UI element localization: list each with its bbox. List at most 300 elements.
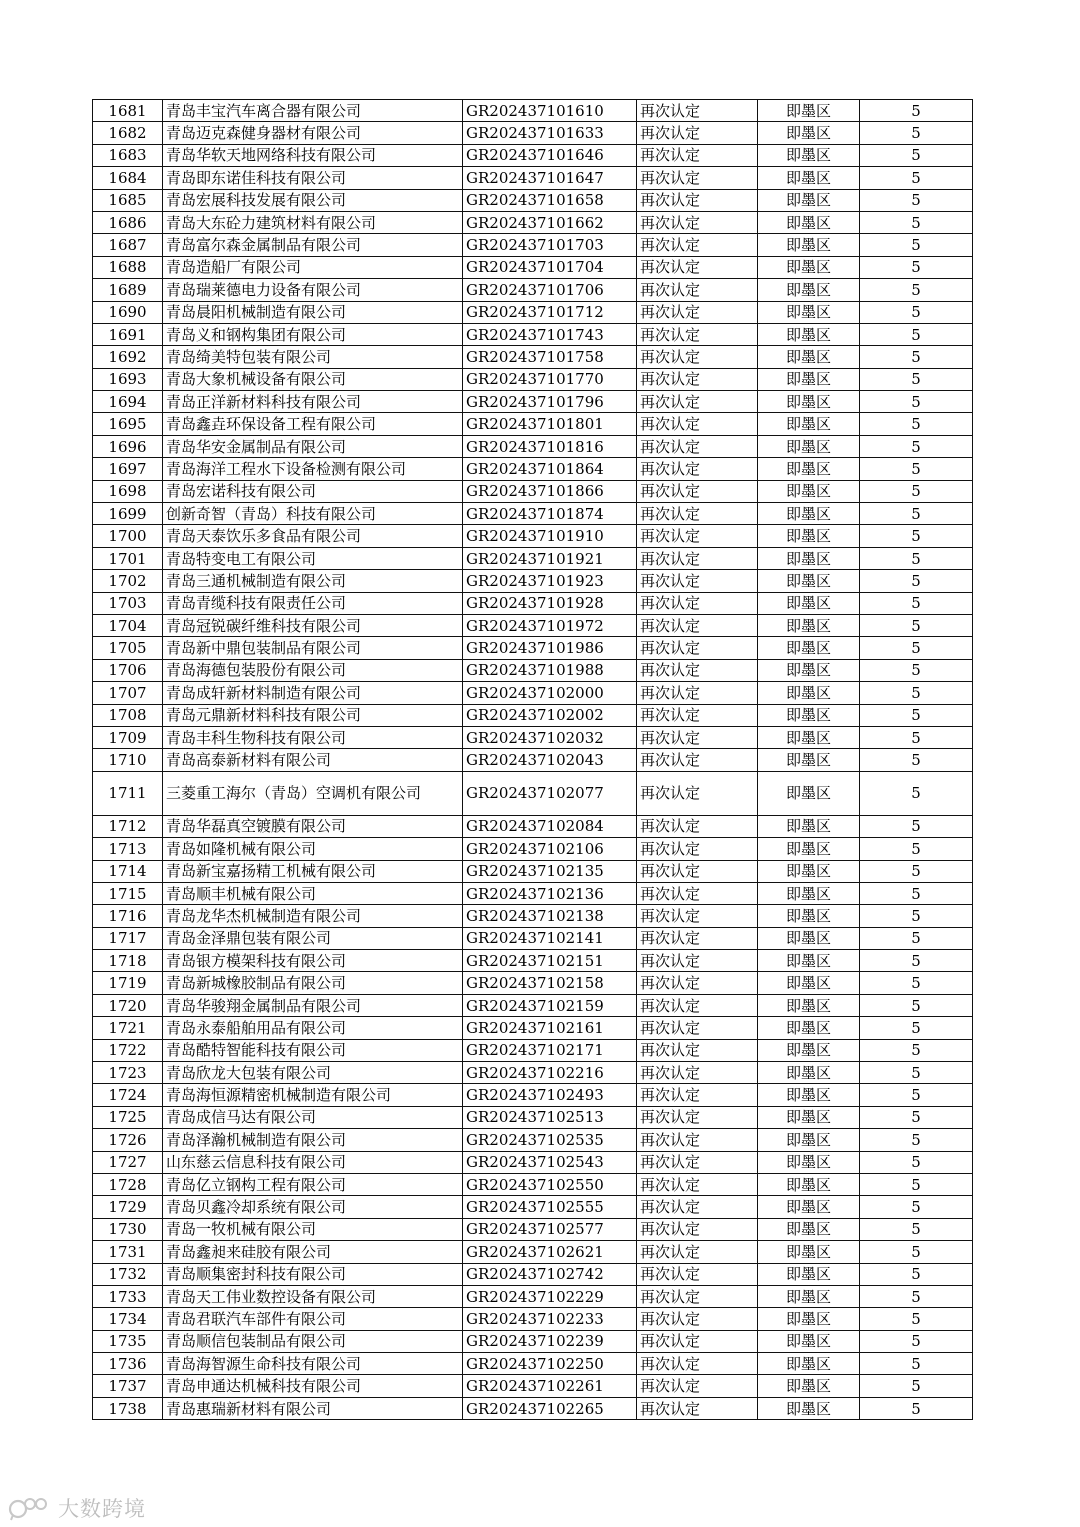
company-name-cell: 青岛酷特智能科技有限公司: [163, 1039, 463, 1061]
company-name-cell: 青岛绮美特包装有限公司: [163, 346, 463, 368]
district-cell: 即墨区: [758, 323, 860, 345]
row-number-cell: 1692: [93, 346, 163, 368]
watermark-logo-icon: [8, 1495, 52, 1521]
table-row: [93, 100, 973, 122]
company-name-cell: 青岛瑞莱德电力设备有限公司: [163, 279, 463, 301]
district-cell: 即墨区: [758, 637, 860, 659]
district-cell: 即墨区: [758, 860, 860, 882]
certification-type-cell: 再次认定: [637, 301, 758, 323]
row-number-cell: 1694: [93, 391, 163, 413]
certification-type-cell: 再次认定: [637, 122, 758, 144]
district-cell: 即墨区: [758, 525, 860, 547]
table-row: [93, 547, 973, 569]
table-row: [93, 368, 973, 390]
validity-years-cell: 5: [860, 391, 973, 413]
certification-type-cell: 再次认定: [637, 704, 758, 726]
validity-years-cell: 5: [860, 592, 973, 614]
district-cell: 即墨区: [758, 682, 860, 704]
district-cell: 即墨区: [758, 1017, 860, 1039]
certification-type-cell: 再次认定: [637, 480, 758, 502]
validity-years-cell: 5: [860, 1285, 973, 1307]
validity-years-cell: 5: [860, 1151, 973, 1173]
table-row: [93, 1084, 973, 1106]
validity-years-cell: 5: [860, 972, 973, 994]
certificate-number-cell: GR202437101662: [463, 211, 637, 233]
row-number-cell: 1693: [93, 368, 163, 390]
certification-type-cell: 再次认定: [637, 749, 758, 771]
validity-years-cell: 5: [860, 637, 973, 659]
certification-type-cell: 再次认定: [637, 100, 758, 122]
row-number-cell: 1716: [93, 905, 163, 927]
watermark-text: 大数跨境: [58, 1497, 146, 1521]
certificate-number-cell: GR202437101633: [463, 122, 637, 144]
certification-type-cell: 再次认定: [637, 279, 758, 301]
company-name-cell: 青岛顺信包装制品有限公司: [163, 1330, 463, 1352]
district-cell: 即墨区: [758, 1173, 860, 1195]
row-number-cell: 1711: [93, 771, 163, 815]
company-name-cell: 创新奇智（青岛）科技有限公司: [163, 503, 463, 525]
district-cell: 即墨区: [758, 815, 860, 837]
certification-type-cell: 再次认定: [637, 994, 758, 1016]
district-cell: 即墨区: [758, 346, 860, 368]
row-number-cell: 1730: [93, 1218, 163, 1240]
validity-years-cell: 5: [860, 950, 973, 972]
table-row: [93, 525, 973, 547]
table-row: [93, 211, 973, 233]
table-row: [93, 882, 973, 904]
validity-years-cell: 5: [860, 570, 973, 592]
certificate-number-cell: GR202437102161: [463, 1017, 637, 1039]
certification-type-cell: 再次认定: [637, 167, 758, 189]
company-name-cell: 青岛高泰新材料有限公司: [163, 749, 463, 771]
certificate-number-cell: GR202437102216: [463, 1062, 637, 1084]
district-cell: 即墨区: [758, 234, 860, 256]
certificate-number-cell: GR202437101712: [463, 301, 637, 323]
company-name-cell: 青岛丰科生物科技有限公司: [163, 726, 463, 748]
table-row: [93, 1375, 973, 1397]
district-cell: 即墨区: [758, 749, 860, 771]
row-number-cell: 1701: [93, 547, 163, 569]
district-cell: 即墨区: [758, 1263, 860, 1285]
district-cell: 即墨区: [758, 1330, 860, 1352]
row-number-cell: 1690: [93, 301, 163, 323]
validity-years-cell: 5: [860, 682, 973, 704]
district-cell: 即墨区: [758, 1129, 860, 1151]
district-cell: 即墨区: [758, 1084, 860, 1106]
district-cell: 即墨区: [758, 122, 860, 144]
company-name-cell: 青岛特变电工有限公司: [163, 547, 463, 569]
certificate-number-cell: GR202437102550: [463, 1173, 637, 1195]
validity-years-cell: 5: [860, 122, 973, 144]
company-name-cell: 青岛华骏翔金属制品有限公司: [163, 994, 463, 1016]
table-row: [93, 167, 973, 189]
row-number-cell: 1704: [93, 614, 163, 636]
table-row: [93, 301, 973, 323]
table-row: [93, 749, 973, 771]
certificate-number-cell: GR202437101921: [463, 547, 637, 569]
district-cell: 即墨区: [758, 547, 860, 569]
certification-type-cell: 再次认定: [637, 1397, 758, 1419]
district-cell: 即墨区: [758, 413, 860, 435]
certification-type-cell: 再次认定: [637, 144, 758, 166]
validity-years-cell: 5: [860, 838, 973, 860]
company-name-cell: 青岛华安金属制品有限公司: [163, 435, 463, 457]
district-cell: 即墨区: [758, 838, 860, 860]
certificate-number-cell: GR202437101647: [463, 167, 637, 189]
certification-type-cell: 再次认定: [637, 1353, 758, 1375]
row-number-cell: 1699: [93, 503, 163, 525]
row-number-cell: 1708: [93, 704, 163, 726]
row-number-cell: 1720: [93, 994, 163, 1016]
certificate-number-cell: GR202437101770: [463, 368, 637, 390]
certificate-number-cell: GR202437102138: [463, 905, 637, 927]
certification-type-cell: 再次认定: [637, 413, 758, 435]
validity-years-cell: 5: [860, 815, 973, 837]
table-row: [93, 570, 973, 592]
row-number-cell: 1700: [93, 525, 163, 547]
validity-years-cell: 5: [860, 189, 973, 211]
table-row: [93, 279, 973, 301]
company-name-cell: 青岛金泽鼎包装有限公司: [163, 927, 463, 949]
row-number-cell: 1725: [93, 1106, 163, 1128]
row-number-cell: 1718: [93, 950, 163, 972]
table-row: [93, 659, 973, 681]
district-cell: 即墨区: [758, 726, 860, 748]
validity-years-cell: 5: [860, 659, 973, 681]
district-cell: 即墨区: [758, 301, 860, 323]
row-number-cell: 1698: [93, 480, 163, 502]
row-number-cell: 1682: [93, 122, 163, 144]
certification-type-cell: 再次认定: [637, 189, 758, 211]
table-row: [93, 1062, 973, 1084]
row-number-cell: 1723: [93, 1062, 163, 1084]
certification-type-cell: 再次认定: [637, 256, 758, 278]
table-row: [93, 1173, 973, 1195]
certificate-number-cell: GR202437102159: [463, 994, 637, 1016]
table-row: [93, 592, 973, 614]
table-row: [93, 1241, 973, 1263]
row-number-cell: 1728: [93, 1173, 163, 1195]
row-number-cell: 1732: [93, 1263, 163, 1285]
company-name-cell: 青岛鑫垚环保设备工程有限公司: [163, 413, 463, 435]
table-row: [93, 905, 973, 927]
validity-years-cell: 5: [860, 234, 973, 256]
certificate-number-cell: GR202437101703: [463, 234, 637, 256]
validity-years-cell: 5: [860, 1039, 973, 1061]
validity-years-cell: 5: [860, 614, 973, 636]
certificate-number-cell: GR202437102265: [463, 1397, 637, 1419]
table-row: [93, 1039, 973, 1061]
certification-type-cell: 再次认定: [637, 771, 758, 815]
row-number-cell: 1685: [93, 189, 163, 211]
certification-type-cell: 再次认定: [637, 547, 758, 569]
district-cell: 即墨区: [758, 1308, 860, 1330]
enterprise-table: [92, 99, 973, 1420]
certification-type-cell: 再次认定: [637, 1173, 758, 1195]
validity-years-cell: 5: [860, 256, 973, 278]
company-name-cell: 青岛新宝嘉扬精工机械有限公司: [163, 860, 463, 882]
table-row: [93, 189, 973, 211]
company-name-cell: 青岛泽瀚机械制造有限公司: [163, 1129, 463, 1151]
table-row: [93, 435, 973, 457]
company-name-cell: 青岛如隆机械有限公司: [163, 838, 463, 860]
certificate-number-cell: GR202437102535: [463, 1129, 637, 1151]
district-cell: 即墨区: [758, 211, 860, 233]
table-row: [93, 323, 973, 345]
table-row: [93, 346, 973, 368]
company-name-cell: 青岛海德包装股份有限公司: [163, 659, 463, 681]
company-name-cell: 青岛海智源生命科技有限公司: [163, 1353, 463, 1375]
certification-type-cell: 再次认定: [637, 860, 758, 882]
certificate-number-cell: GR202437101866: [463, 480, 637, 502]
validity-years-cell: 5: [860, 1330, 973, 1352]
row-number-cell: 1695: [93, 413, 163, 435]
row-number-cell: 1703: [93, 592, 163, 614]
district-cell: 即墨区: [758, 1241, 860, 1263]
table-row: [93, 815, 973, 837]
row-number-cell: 1707: [93, 682, 163, 704]
district-cell: 即墨区: [758, 659, 860, 681]
row-number-cell: 1737: [93, 1375, 163, 1397]
row-number-cell: 1724: [93, 1084, 163, 1106]
certificate-number-cell: GR202437102158: [463, 972, 637, 994]
row-number-cell: 1735: [93, 1330, 163, 1352]
row-number-cell: 1688: [93, 256, 163, 278]
certificate-number-cell: GR202437102493: [463, 1084, 637, 1106]
validity-years-cell: 5: [860, 1353, 973, 1375]
district-cell: 即墨区: [758, 144, 860, 166]
table-row: [93, 144, 973, 166]
company-name-cell: 青岛君联汽车部件有限公司: [163, 1308, 463, 1330]
validity-years-cell: 5: [860, 1196, 973, 1218]
certification-type-cell: 再次认定: [637, 346, 758, 368]
certification-type-cell: 再次认定: [637, 323, 758, 345]
table-row: [93, 637, 973, 659]
table-row: [93, 1397, 973, 1419]
validity-years-cell: 5: [860, 1375, 973, 1397]
table-row: [93, 682, 973, 704]
validity-years-cell: 5: [860, 301, 973, 323]
row-number-cell: 1736: [93, 1353, 163, 1375]
row-number-cell: 1691: [93, 323, 163, 345]
validity-years-cell: 5: [860, 726, 973, 748]
certificate-number-cell: GR202437101874: [463, 503, 637, 525]
row-number-cell: 1738: [93, 1397, 163, 1419]
certificate-number-cell: GR202437102621: [463, 1241, 637, 1263]
certificate-number-cell: GR202437101610: [463, 100, 637, 122]
certification-type-cell: 再次认定: [637, 1375, 758, 1397]
table-row: [93, 458, 973, 480]
certification-type-cell: 再次认定: [637, 1218, 758, 1240]
company-name-cell: 青岛华磊真空镀膜有限公司: [163, 815, 463, 837]
row-number-cell: 1697: [93, 458, 163, 480]
validity-years-cell: 5: [860, 368, 973, 390]
company-name-cell: 青岛海恒源精密机械制造有限公司: [163, 1084, 463, 1106]
table-row: [93, 1106, 973, 1128]
certification-type-cell: 再次认定: [637, 1263, 758, 1285]
district-cell: 即墨区: [758, 771, 860, 815]
company-name-cell: 青岛新城橡胶制品有限公司: [163, 972, 463, 994]
company-name-cell: 青岛晨阳机械制造有限公司: [163, 301, 463, 323]
row-number-cell: 1714: [93, 860, 163, 882]
row-number-cell: 1717: [93, 927, 163, 949]
certificate-number-cell: GR202437102229: [463, 1285, 637, 1307]
validity-years-cell: 5: [860, 704, 973, 726]
certification-type-cell: 再次认定: [637, 1039, 758, 1061]
certificate-number-cell: GR202437102555: [463, 1196, 637, 1218]
company-name-cell: 青岛大象机械设备有限公司: [163, 368, 463, 390]
certification-type-cell: 再次认定: [637, 1196, 758, 1218]
table-row: [93, 256, 973, 278]
row-number-cell: 1727: [93, 1151, 163, 1173]
certificate-number-cell: GR202437102543: [463, 1151, 637, 1173]
district-cell: 即墨区: [758, 391, 860, 413]
certificate-number-cell: GR202437101986: [463, 637, 637, 659]
certification-type-cell: 再次认定: [637, 905, 758, 927]
row-number-cell: 1710: [93, 749, 163, 771]
row-number-cell: 1683: [93, 144, 163, 166]
district-cell: 即墨区: [758, 927, 860, 949]
certification-type-cell: 再次认定: [637, 682, 758, 704]
company-name-cell: 青岛龙华杰机械制造有限公司: [163, 905, 463, 927]
certificate-number-cell: GR202437102171: [463, 1039, 637, 1061]
certification-type-cell: 再次认定: [637, 525, 758, 547]
row-number-cell: 1681: [93, 100, 163, 122]
company-name-cell: 青岛富尔森金属制品有限公司: [163, 234, 463, 256]
validity-years-cell: 5: [860, 211, 973, 233]
certificate-number-cell: GR202437102239: [463, 1330, 637, 1352]
certificate-number-cell: GR202437101923: [463, 570, 637, 592]
company-name-cell: 青岛顺丰机械有限公司: [163, 882, 463, 904]
company-name-cell: 青岛银方模架科技有限公司: [163, 950, 463, 972]
table-row: [93, 1151, 973, 1173]
row-number-cell: 1722: [93, 1039, 163, 1061]
company-name-cell: 青岛冠锐碳纤维科技有限公司: [163, 614, 463, 636]
district-cell: 即墨区: [758, 368, 860, 390]
certificate-number-cell: GR202437101928: [463, 592, 637, 614]
table-body: [93, 100, 973, 1420]
district-cell: 即墨区: [758, 1285, 860, 1307]
company-name-cell: 青岛造船厂有限公司: [163, 256, 463, 278]
district-cell: 即墨区: [758, 1196, 860, 1218]
certification-type-cell: 再次认定: [637, 391, 758, 413]
row-number-cell: 1686: [93, 211, 163, 233]
certification-type-cell: 再次认定: [637, 211, 758, 233]
table-row: [93, 704, 973, 726]
table-row: [93, 1330, 973, 1352]
validity-years-cell: 5: [860, 860, 973, 882]
table-row: [93, 413, 973, 435]
table-row: [93, 480, 973, 502]
district-cell: 即墨区: [758, 480, 860, 502]
company-name-cell: 青岛三通机械制造有限公司: [163, 570, 463, 592]
district-cell: 即墨区: [758, 256, 860, 278]
validity-years-cell: 5: [860, 167, 973, 189]
certification-type-cell: 再次认定: [637, 1241, 758, 1263]
certification-type-cell: 再次认定: [637, 1129, 758, 1151]
row-number-cell: 1689: [93, 279, 163, 301]
certification-type-cell: 再次认定: [637, 637, 758, 659]
validity-years-cell: 5: [860, 279, 973, 301]
certificate-number-cell: GR202437101816: [463, 435, 637, 457]
certification-type-cell: 再次认定: [637, 815, 758, 837]
validity-years-cell: 5: [860, 1062, 973, 1084]
certificate-number-cell: GR202437101910: [463, 525, 637, 547]
certification-type-cell: 再次认定: [637, 458, 758, 480]
validity-years-cell: 5: [860, 1129, 973, 1151]
company-name-cell: 青岛新中鼎包装制品有限公司: [163, 637, 463, 659]
validity-years-cell: 5: [860, 144, 973, 166]
company-name-cell: 青岛永泰船舶用品有限公司: [163, 1017, 463, 1039]
validity-years-cell: 5: [860, 771, 973, 815]
validity-years-cell: 5: [860, 323, 973, 345]
certificate-number-cell: GR202437102250: [463, 1353, 637, 1375]
district-cell: 即墨区: [758, 1062, 860, 1084]
validity-years-cell: 5: [860, 1106, 973, 1128]
company-name-cell: 青岛欣龙大包装有限公司: [163, 1062, 463, 1084]
certification-type-cell: 再次认定: [637, 435, 758, 457]
company-name-cell: 青岛青缆科技有限责任公司: [163, 592, 463, 614]
company-name-cell: 青岛丰宝汽车离合器有限公司: [163, 100, 463, 122]
district-cell: 即墨区: [758, 704, 860, 726]
validity-years-cell: 5: [860, 1084, 973, 1106]
district-cell: 即墨区: [758, 1151, 860, 1173]
table-row: [93, 838, 973, 860]
certificate-number-cell: GR202437101706: [463, 279, 637, 301]
validity-years-cell: 5: [860, 1397, 973, 1419]
certification-type-cell: 再次认定: [637, 614, 758, 636]
certificate-number-cell: GR202437102141: [463, 927, 637, 949]
certificate-number-cell: GR202437102043: [463, 749, 637, 771]
table-row: [93, 1218, 973, 1240]
district-cell: 即墨区: [758, 100, 860, 122]
certificate-number-cell: GR202437101758: [463, 346, 637, 368]
row-number-cell: 1712: [93, 815, 163, 837]
certification-type-cell: 再次认定: [637, 726, 758, 748]
certification-type-cell: 再次认定: [637, 972, 758, 994]
district-cell: 即墨区: [758, 1039, 860, 1061]
certification-type-cell: 再次认定: [637, 1017, 758, 1039]
row-number-cell: 1719: [93, 972, 163, 994]
table-row: [93, 234, 973, 256]
district-cell: 即墨区: [758, 1106, 860, 1128]
district-cell: 即墨区: [758, 1218, 860, 1240]
district-cell: 即墨区: [758, 1397, 860, 1419]
company-name-cell: 青岛顺集密封科技有限公司: [163, 1263, 463, 1285]
district-cell: 即墨区: [758, 279, 860, 301]
district-cell: 即墨区: [758, 592, 860, 614]
certificate-number-cell: GR202437102084: [463, 815, 637, 837]
table-row: [93, 927, 973, 949]
validity-years-cell: 5: [860, 480, 973, 502]
certificate-number-cell: GR202437102742: [463, 1263, 637, 1285]
certification-type-cell: 再次认定: [637, 1106, 758, 1128]
row-number-cell: 1706: [93, 659, 163, 681]
table-row: [93, 503, 973, 525]
certification-type-cell: 再次认定: [637, 838, 758, 860]
table-row: [93, 1017, 973, 1039]
validity-years-cell: 5: [860, 1308, 973, 1330]
certification-type-cell: 再次认定: [637, 1062, 758, 1084]
certificate-number-cell: GR202437102002: [463, 704, 637, 726]
certificate-number-cell: GR202437102513: [463, 1106, 637, 1128]
district-cell: 即墨区: [758, 1375, 860, 1397]
row-number-cell: 1721: [93, 1017, 163, 1039]
district-cell: 即墨区: [758, 570, 860, 592]
certificate-number-cell: GR202437101972: [463, 614, 637, 636]
company-name-cell: 青岛惠瑞新材料有限公司: [163, 1397, 463, 1419]
certificate-number-cell: GR202437102032: [463, 726, 637, 748]
